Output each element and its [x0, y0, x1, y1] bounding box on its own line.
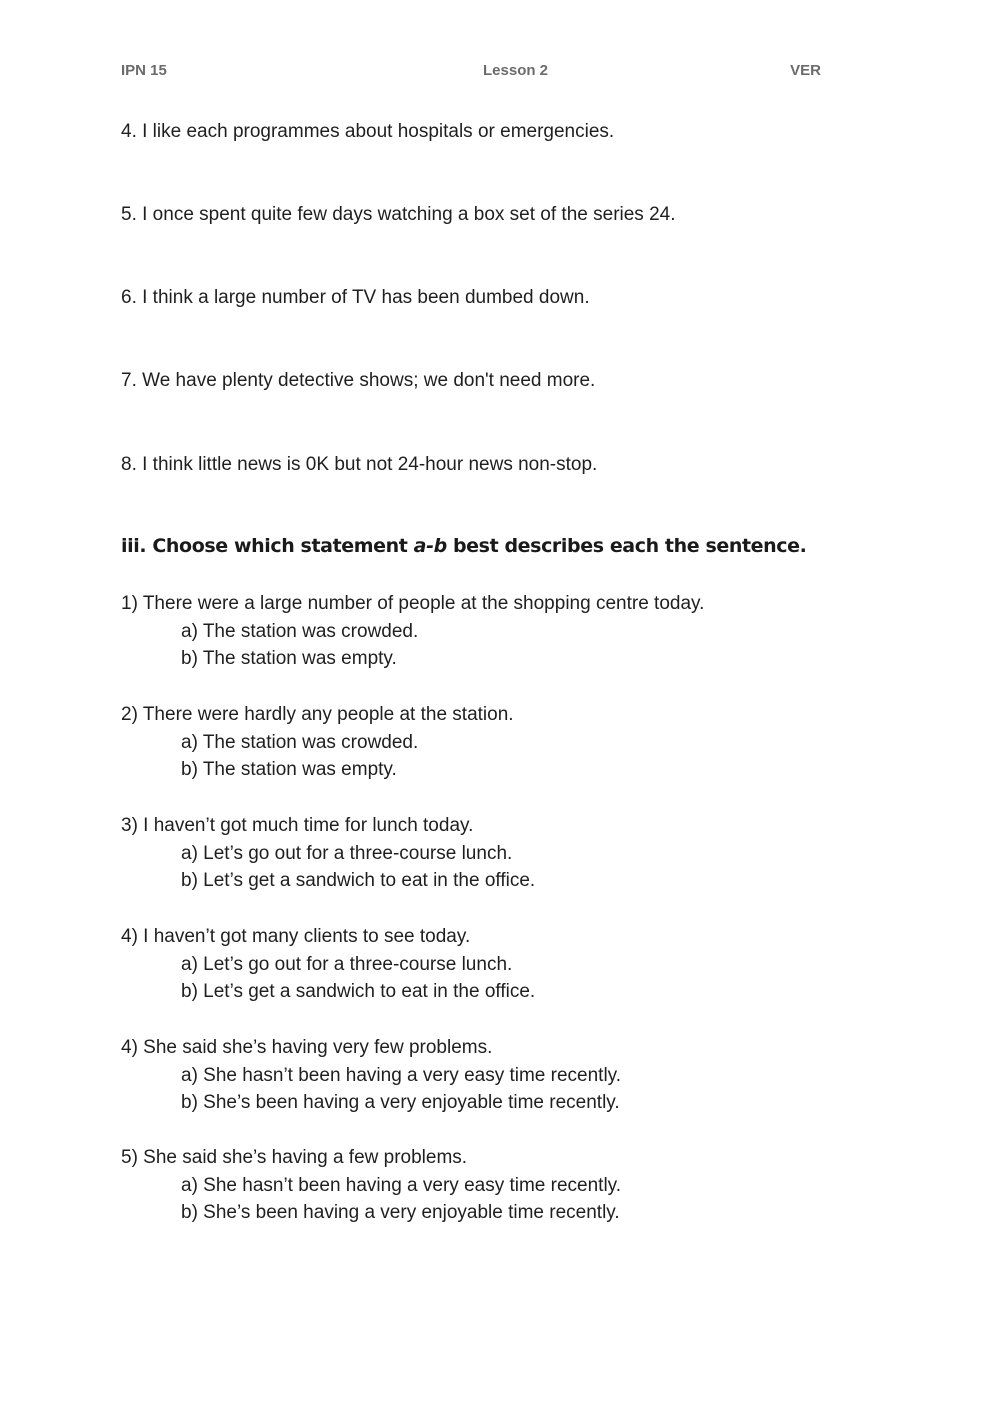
question-block [121, 590, 881, 673]
sentence-item: 6. I think a large number of TV has been dumbed down. [121, 287, 590, 308]
question-text: 2) There were hardly any people at the station. [121, 704, 514, 725]
answer-option: b) She’s been having a very enjoyable time recently. [181, 1092, 620, 1113]
answer-option: b) The station was empty. [181, 648, 397, 669]
question-block [121, 1144, 881, 1227]
question-block [121, 701, 881, 784]
answer-option: a) The station was crowded. [181, 731, 419, 753]
answer-option: b) The station was empty. [181, 759, 397, 780]
sentence-item: 4. I like each programmes about hospitals or emergencies. [121, 121, 615, 142]
answer-option: a) Let’s go out for a three-course lunch. [181, 842, 513, 864]
answer-option: b) Let’s get a sandwich to eat in the office. [181, 870, 536, 891]
header-course-code: IPN 15 [121, 62, 167, 79]
question-block [121, 923, 881, 1006]
section-heading-prefix: iii. Choose which statement [121, 535, 414, 557]
page-header [121, 62, 821, 82]
section-heading-suffix: best describes each the sentence. [446, 535, 807, 557]
answer-option: a) She hasn’t been having a very easy time recently. [181, 1064, 622, 1086]
question-text: 4) I haven’t got many clients to see today. [121, 926, 471, 947]
question-text: 5) She said she’s having a few problems. [121, 1147, 468, 1168]
answer-option: b) Let’s get a sandwich to eat in the office. [181, 981, 536, 1002]
question-block [121, 1034, 881, 1117]
answer-option: a) Let’s go out for a three-course lunch. [181, 953, 513, 975]
answer-option: a) The station was crowded. [181, 620, 419, 642]
answer-option: b) She’s been having a very enjoyable time recently. [181, 1202, 620, 1223]
section-heading [121, 535, 806, 557]
answer-option: a) She hasn’t been having a very easy time recently. [181, 1174, 622, 1196]
header-tag: VER [790, 62, 821, 79]
header-lesson: Lesson 2 [483, 62, 549, 79]
question-text: 4) She said she’s having very few problems. [121, 1037, 493, 1058]
sentence-item: 5. I once spent quite few days watching a box set of the series 24. [121, 204, 676, 225]
sentence-item: 7. We have plenty detective shows; we don't need more. [121, 370, 596, 391]
question-text: 1) There were a large number of people at the shopping centre today. [121, 593, 705, 614]
section-heading-italic: a-b [413, 535, 447, 557]
question-block [121, 812, 881, 895]
question-text: 3) I haven’t got much time for lunch today. [121, 815, 474, 836]
sentence-item: 8. I think little news is 0K but not 24-hour news non-stop. [121, 454, 598, 475]
